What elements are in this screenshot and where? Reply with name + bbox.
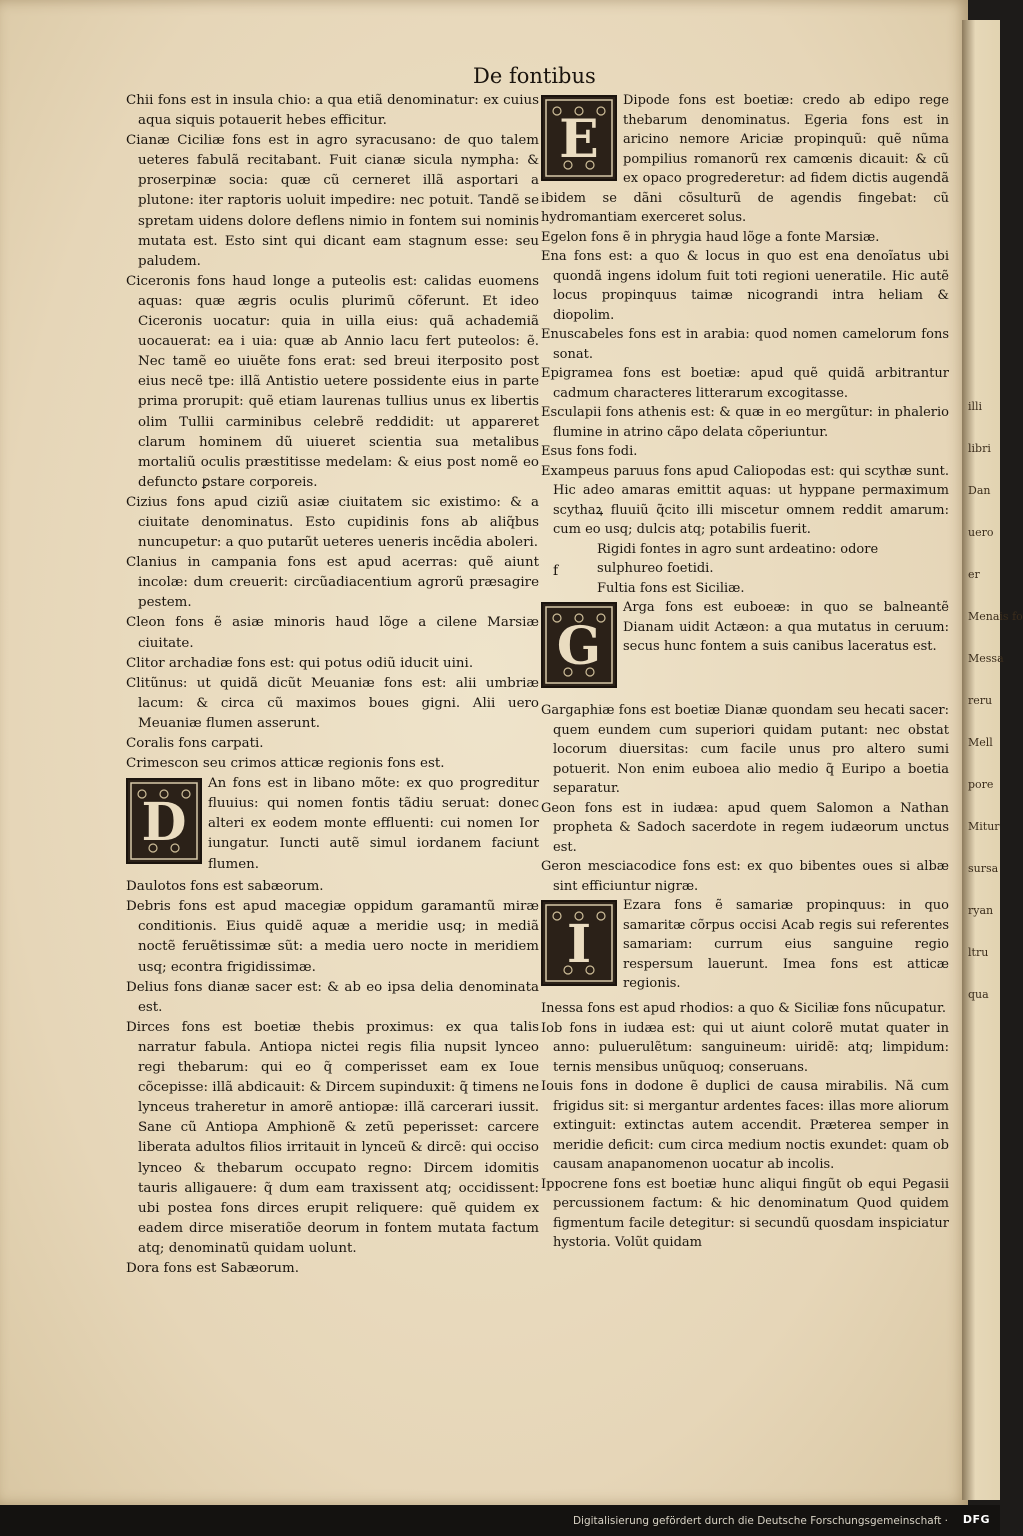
dfg-logo: DFG — [962, 1513, 990, 1526]
entry-text: Clanius in campania fons est apud acerras: quẽ aiunt incolæ: dum creuerit: circũadiacentium agrorũ præsagire pestem. — [126, 555, 539, 611]
entry-text: Ena fons est: a quo & locus in quo est ena denoĩatus ubi quondã ingens idolum fuit toti regioni ueneratile. Hic autẽ locus propinquus taimæ nicograndi intra heliam & diopolim. — [541, 249, 949, 323]
dictionary-entry — [126, 1018, 539, 1259]
initial-entry — [126, 774, 539, 877]
decorated-initial — [541, 602, 617, 688]
verse-line: Fultia fons est Siciliæ. — [597, 580, 745, 596]
dictionary-entry — [541, 247, 949, 325]
entry-text: Crimescon seu crimos atticæ regionis fons est. — [126, 756, 445, 772]
dictionary-entry — [541, 857, 949, 896]
adjacent-page-fragment: libri — [968, 442, 991, 455]
adjacent-page-fragment: ryan — [968, 904, 994, 917]
entry-text: Esus fons fodi. — [541, 444, 638, 459]
footer-bar — [0, 1505, 1000, 1536]
entry-text: Delius fons dianæ sacer est: & ab eo ipsa delia denominata est. — [126, 979, 539, 1015]
entry-text: An fons est in libano mõte: ex quo progreditur fluuius: qui nomen fontis tãdiu seruat: donec alteri ex eodem monte effluenti: cui nomen Ior iungatur. Iuncti autẽ simul iordanem faciunt flumen. — [208, 776, 539, 872]
entry-text: Geron mesciacodice fons est: ex quo bibentes oues si albæ sint efficiuntur nigræ. — [541, 859, 949, 894]
verse-line: sulphureo foetidi. — [597, 561, 714, 576]
verse-line: Rigidi fontes in agro sunt ardeatino: odore — [597, 541, 879, 557]
dictionary-entry — [541, 701, 949, 799]
dictionary-entry — [541, 1077, 949, 1175]
dictionary-entry — [126, 734, 539, 754]
entry-text: Dipode fons est boetiæ: credo ab edipo rege thebarum denominatus. Egeria fons est in aricino nemore Ariciæ propinquũ: quẽ nũma pompilius romanorũ rex camœnis dicauit: & cũ ex opaco progrederetur: ad fidem dictis augendã ibidem se dãni cõsulturũ de agendis fingebat: cũ hydromantiam exerceret solus. — [541, 93, 949, 225]
dictionary-entry — [541, 228, 949, 248]
entry-text: Dora fons est Sabæorum. — [126, 1260, 299, 1276]
entry-text: Debris fons est apud macegiæ oppidum garamantũ miræ conditionis. Eius quidẽ aquæ a meridie usq; in mediã noctẽ feruẽtissimæ sũt: a media uero nocte in meridiem usq; econtra frigidissimæ. — [126, 899, 539, 975]
funding-credit: Digitalisierung gefördert durch die Deutsche Forschungsgemeinschaft · — [572, 1515, 948, 1527]
dictionary-entry — [541, 1175, 949, 1253]
adjacent-page-fragment: qua — [968, 988, 989, 1001]
section-letter: f — [553, 562, 559, 579]
adjacent-page-fragment: er — [968, 568, 980, 581]
entry-text: Ezara fons ẽ samariæ propinquus: in quo samaritæ cõrpus occisi Acab regis sui referentes samariam: currum eius sanguine regio respersum lauerunt. Imea fons est atticæ regionis. — [623, 898, 949, 991]
dictionary-entry — [541, 1019, 949, 1078]
decorated-initial — [541, 95, 617, 181]
initial-entry — [541, 91, 949, 228]
entry-text: Chii fons est in insula chio: a qua etiã denominatur: ex cuius aqua siquis potauerit hebes efficitur. — [126, 93, 539, 129]
adjacent-page-fragment: illi — [968, 400, 983, 413]
entry-text: Geon fons est in iudæa: apud quem Salomon a Nathan propheta & Sadoch sacerdote in regem iudæorum unctus est. — [541, 800, 949, 855]
dictionary-entry — [541, 799, 949, 858]
initial-letter: E — [559, 109, 599, 170]
entry-text: Clitor archadiæ fons est: qui potus odiũ iducit uini. — [126, 655, 474, 671]
adjacent-page-fragment: reru — [968, 694, 993, 707]
dictionary-entry — [126, 613, 539, 653]
initial-letter: I — [566, 914, 592, 975]
dictionary-entry — [541, 999, 949, 1019]
dictionary-entry — [126, 493, 539, 553]
entry-text: Exampeus paruus fons apud Caliopodas est: qui scythæ sunt. Hic adeo amaras emittit aquas: ut hyppane permaximum scythaꝝ fluuiũ q̃cito illi miscetur omnem reddit amarum: cum eo usq; dulcis atq; potabilis fuerit. — [541, 463, 949, 537]
adjacent-page-fragment: pore — [968, 778, 994, 791]
entry-text: Inessa fons est apud rhodios: a quo & Siciliæ fons nũcupatur. — [541, 1001, 946, 1016]
dictionary-entry — [126, 978, 539, 1018]
entry-text: Iob fons in iudæa est: qui ut aiunt colorẽ mutat quater in anno: puluerulẽtum: sanguineum: uiridẽ: atq; limpidum: ternis mensibus unũquoq; conseruans. — [541, 1020, 949, 1075]
entry-text: Enuscabeles fons est in arabia: quod nomen camelorum fons sonat. — [541, 327, 949, 362]
entry-text: Cizius fons apud ciziũ asiæ ciuitatem sic existimo: & a ciuitate denominatus. Esto cupidinis fons ab aliq̃bus nuncupetur: a quo putarũt ueteres ueneris incẽdia aboleri. — [126, 494, 539, 551]
adjacent-page-fragment: Messa — [968, 652, 1004, 665]
entry-text: Arga fons est euboeæ: in quo se balneantẽ Dianam uidit Actæon: a qua mutatus in ceruum: secus hunc fontem a suis canibus laceratus est. — [623, 600, 949, 654]
adjacent-page-fragment: Menais fo — [968, 610, 1023, 623]
dictionary-entry — [126, 877, 539, 897]
entry-text: Ippocrene fons est boetiæ hunc aliqui fingũt ob equi Pegasii percussionem factum: & hic denominatum Quod quidem figmentum facile detegitur: si secundũ quosdam inspiciatur hystoria. Volũt quidam — [541, 1176, 949, 1250]
dictionary-entry — [126, 754, 539, 774]
verse-block — [541, 540, 949, 599]
dictionary-entry — [541, 442, 949, 462]
dictionary-entry — [541, 364, 949, 403]
right-text-column — [541, 91, 949, 1253]
entry-text: Cianæ Ciciliæ fons est in agro syracusano: de quo talem ueteres fabulã recitabant. Fuit cianæ sicula nympha: & proserpinæ socia: quæ cũ cerneret illã asportari a plutone: iter raptoris uoluit impedire: nec potuit. Tandẽ se spretam uidens dolore deflens nimio in fontem sui nominis mutata est. Esto sint qui dicant eam stagnum esse: seu paludem. — [126, 133, 539, 269]
initial-letter: G — [556, 616, 602, 677]
dictionary-entry — [541, 462, 949, 540]
dictionary-entry — [126, 674, 539, 734]
dictionary-entry — [126, 131, 539, 272]
initial-entry — [541, 896, 949, 999]
dictionary-entry — [126, 553, 539, 613]
entry-text: Clitũnus: ut quidã dicũt Meuaniæ fons est: alii umbriæ lacum: & circa cũ maximos boues gigni. Alii uero Meuaniæ flumen asserunt. — [126, 675, 539, 731]
adjacent-page-edge — [962, 20, 1023, 1500]
entry-text: Esculapii fons athenis est: & quæ in eo mergũtur: in phalerio flumine in atrino cãpo delata cõperiuntur. — [541, 405, 949, 440]
initial-letter: D — [141, 792, 187, 854]
adjacent-page-fragment: Dan — [968, 484, 991, 497]
dictionary-entry — [541, 325, 949, 364]
entry-text: Gargaphiæ fons est boetiæ Dianæ quondam seu hecati sacer: quem eundem cum superiori quidam putant: nec obstat locorum diuersitas: cum facile unus pro altero sumi potuerit. Non enim euboea alio medio q̃ Euripo a boetia separatur. — [541, 703, 949, 796]
dictionary-entry — [126, 272, 539, 493]
entry-text: Epigramea fons est boetiæ: apud quẽ quidã arbitrantur cadmum characteres litterarum excogitasse. — [541, 366, 949, 401]
adjacent-page-fragment: ltru — [968, 946, 989, 959]
entry-text: Dirces fons est boetiæ thebis proximus: ex qua talis narratur fabula. Antiopa nictei regis filia nupsit lynceo regi thebarum: qui eo q̃ comperisset eam ex Ioue cõcepisse: illã abdicauit: & Dircem supinduxit: q̃ timens ne lynceus traheretur in amorẽ antiopæ: illã carcerari iussit. Sane cũ Antiopa Amphionẽ & zetũ peperisset: carcere liberata adultos filios irritauit in lynceũ & dircẽ: qui occiso lynceo & thebarum occupato regno: Dircem idomitis tauris alligauere: q̃ dum eam traxissent atq; occidissent: ubi postea fons dirces erupit reliquere: quẽ quidem ex eadem dirce miseratiõe deorum in fontem mutata factum atq; denominatũ quidam uolunt. — [126, 1019, 539, 1256]
entry-text: Egelon fons ẽ in phrygia haud lõge a fonte Marsiæ. — [541, 229, 880, 245]
dictionary-entry — [126, 897, 539, 977]
entry-text: Coralis fons carpati. — [126, 736, 264, 751]
entry-text: Ciceronis fons haud longe a puteolis est: calidas euomens aquas: quæ ægris oculis plurimũ cõferunt. Et ideo Ciceronis uocatur: quia in uilla eius: quã achademiã uocauerat: ea i uia: quæ ab Annio lacu fert puteolos: ẽ. Nec tamẽ eo uiuẽte fons erat: sed breui iterposito post eius necẽ tpe: illã Antistio uetere possidente eius in parte prima prorupit: quẽ etiam laurenas tullius unus ex libertis olim Tullii carminibus celebrẽ reddidit: ut appareret clarum hominem dũ uiueret scientia sua metalibus mortaliũ oculis præstitisse medelam: & eius post nomẽ eo defuncto ꝑstare corporeis. — [126, 273, 539, 490]
entry-text: Daulotos fons est sabæorum. — [126, 879, 324, 895]
dictionary-entry — [126, 654, 539, 674]
adjacent-page-fragment: sursa — [968, 862, 999, 875]
left-text-column — [126, 91, 539, 1279]
adjacent-page-fragment: Mell — [968, 736, 993, 749]
entry-text: Iouis fons in dodone ẽ duplici de causa mirabilis. Nã cum frigidus sit: si mergantur ardentes faces: illas more aliorum extinguit: extinctas autem accendit. Præterea semper in meridie deficit: cum circa medium noctis exundet: quam ob causam anapanomenon uocatur ab incolis. — [541, 1079, 949, 1172]
decorated-initial — [126, 778, 202, 864]
entry-text: Cleon fons ẽ asiæ minoris haud lõge a cilene Marsiæ ciuitate. — [126, 615, 539, 651]
decorated-initial — [541, 900, 617, 986]
adjacent-page-fragment: uero — [968, 526, 994, 539]
dictionary-entry — [126, 1259, 539, 1279]
dictionary-entry — [126, 91, 539, 131]
adjacent-page-fragment: Mitur — [968, 820, 1000, 833]
page-header-title: De fontibus — [473, 64, 596, 88]
dictionary-entry — [541, 403, 949, 442]
initial-entry — [541, 598, 949, 701]
